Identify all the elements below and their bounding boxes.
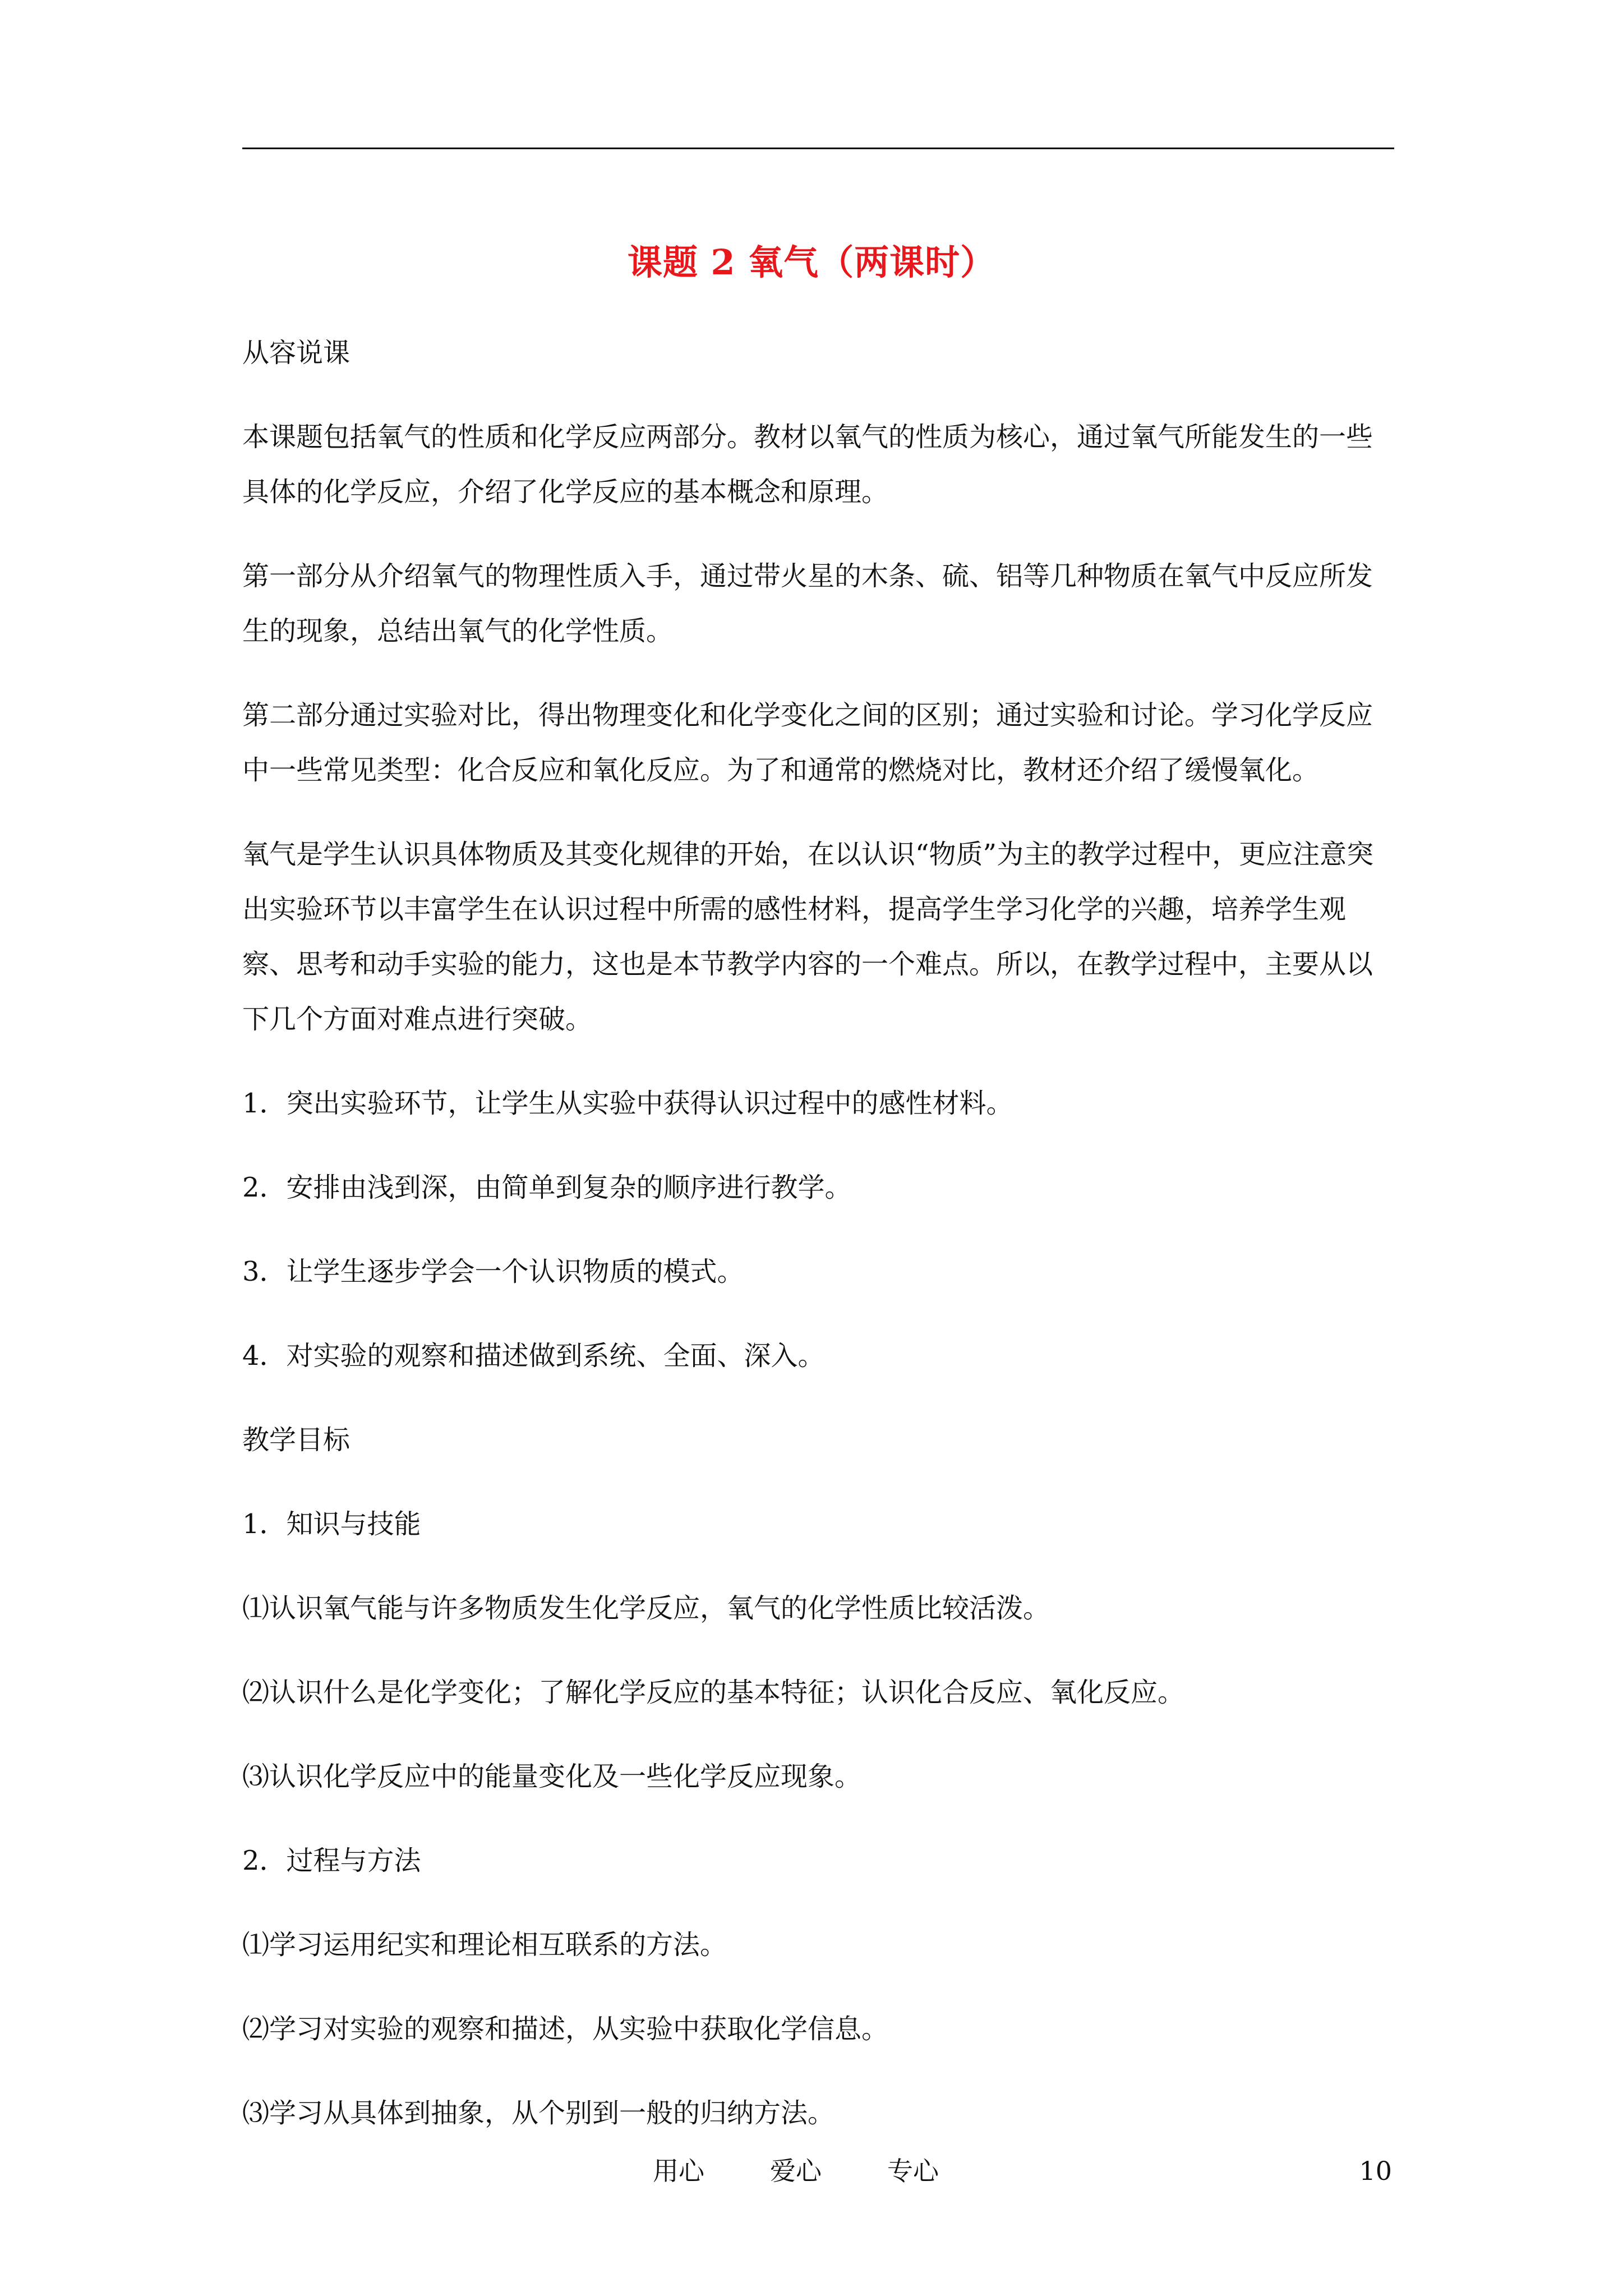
- document-body: [242, 325, 1395, 2170]
- list-item: 1．突出实验环节，让学生从实验中获得认识过程中的感性材料。: [242, 1088, 1013, 1119]
- paragraph: 本课题包括氧气的性质和化学反应两部分。教材以氧气的性质为核心，通过氧气所能发生的一些具体的化学反应，介绍了化学反应的基本概念和原理。: [242, 421, 1373, 508]
- footer-motto-word: 用心: [653, 2156, 704, 2186]
- list-item: ⑴学习运用纪实和理论相互联系的方法。: [242, 1929, 727, 1961]
- page-title: 课题 2 氧气（两课时）: [627, 241, 996, 283]
- list-item: ⑴认识氧气能与许多物质发生化学反应，氧气的化学性质比较活泼。: [242, 1593, 1050, 1624]
- page-number: 10: [1359, 2156, 1392, 2186]
- footer-motto-word: 爱心: [769, 2156, 822, 2186]
- paragraph: 氧气是学生认识具体物质及其变化规律的开始，在以认识“物质”为主的教学过程中，更应注意突出实验环节以丰富学生在认识过程中所需的感性材料，提高学生学习化学的兴趣，培养学生观察、思考和动手实验的能力，这也是本节教学内容的一个难点。所以，在教学过程中，主要从以下几个方面对难点进行突破。: [242, 839, 1374, 1035]
- subsection-heading: 2．过程与方法: [242, 1845, 421, 1876]
- subsection-heading: 1．知识与技能: [242, 1508, 421, 1540]
- list-item: ⑶认识化学反应中的能量变化及一些化学反应现象。: [242, 1761, 862, 1792]
- paragraph: 第一部分从介绍氧气的物理性质入手，通过带火星的木条、硫、铝等几种物质在氧气中反应所发生的现象，总结出氧气的化学性质。: [242, 560, 1373, 647]
- list-item: ⑵认识什么是化学变化；了解化学反应的基本特征；认识化合反应、氧化反应。: [242, 1677, 1185, 1708]
- section-heading: 教学目标: [242, 1424, 351, 1456]
- list-item: ⑵学习对实验的观察和描述，从实验中获取化学信息。: [242, 2013, 889, 2045]
- page-footer: [0, 2148, 1623, 2193]
- section-heading: 从容说课: [242, 337, 351, 369]
- footer-motto-word: 专心: [887, 2156, 939, 2186]
- list-item: 3．让学生逐步学会一个认识物质的模式。: [242, 1256, 744, 1287]
- header-rule: [242, 148, 1394, 149]
- list-item: 2．安排由浅到深，由简单到复杂的顺序进行教学。: [242, 1172, 852, 1203]
- footer-motto: [653, 2148, 939, 2193]
- list-item: ⑶学习从具体到抽象，从个别到一般的归纳方法。: [242, 2097, 835, 2129]
- paragraph: 第二部分通过实验对比，得出物理变化和化学变化之间的区别；通过实验和讨论。学习化学反应中一些常见类型：化合反应和氧化反应。为了和通常的燃烧对比，教材还介绍了缓慢氧化。: [242, 700, 1373, 786]
- list-item: 4．对实验的观察和描述做到系统、全面、深入。: [242, 1340, 825, 1372]
